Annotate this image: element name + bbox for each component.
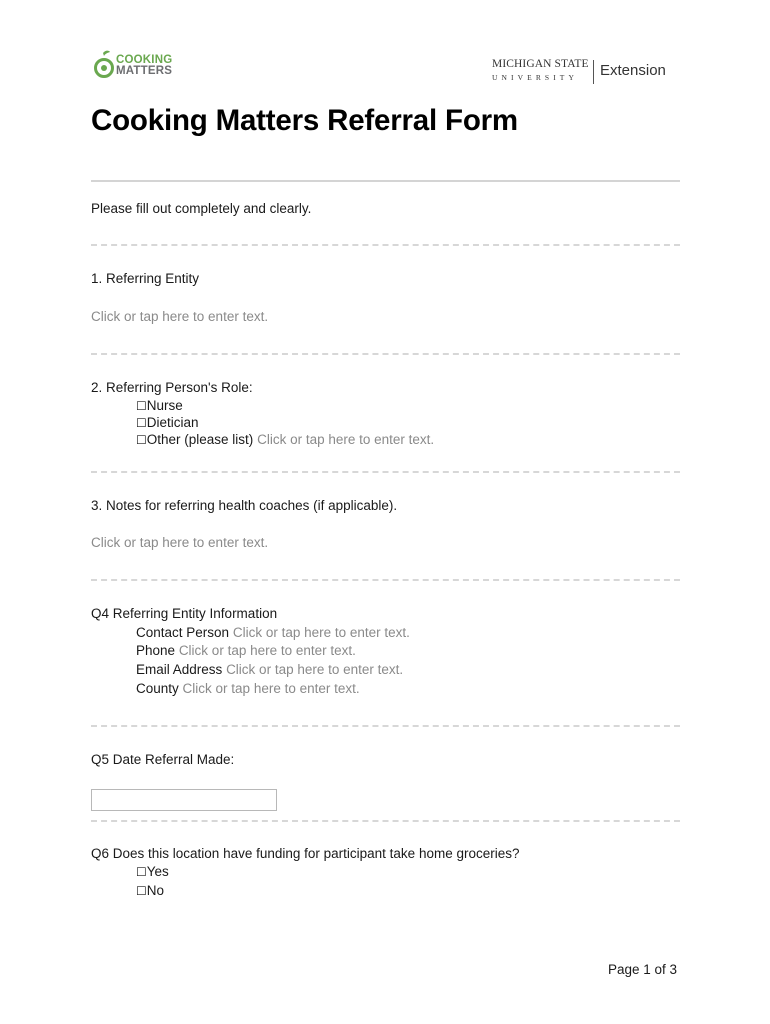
intro-text: Please fill out completely and clearly.	[91, 201, 312, 216]
checkbox[interactable]: ☐	[136, 433, 147, 447]
field-label: County	[136, 681, 179, 696]
section-divider	[91, 725, 680, 727]
msu-extension-word: Extension	[600, 62, 666, 79]
section-divider	[91, 244, 680, 246]
q2-label: 2. Referring Person's Role:	[91, 380, 253, 395]
field-label: Contact Person	[136, 625, 230, 640]
logo-divider	[593, 60, 594, 84]
checkbox[interactable]: ☐	[136, 865, 147, 879]
checkbox[interactable]: ☐	[136, 416, 147, 430]
q3-label: 3. Notes for referring health coaches (if applicable).	[91, 498, 398, 513]
apple-leaf-icon	[94, 50, 116, 80]
option-dietician[interactable]	[136, 415, 199, 430]
other-input[interactable]: Click or tap here to enter text.	[257, 432, 435, 447]
msu-name: MICHIGAN STATE	[492, 58, 589, 70]
option-yes[interactable]	[136, 864, 169, 879]
contact-person-row	[136, 625, 410, 640]
option-label: No	[146, 883, 165, 898]
option-label: Yes	[146, 864, 169, 879]
email-input[interactable]: Click or tap here to enter text.	[226, 662, 404, 677]
option-nurse[interactable]	[136, 398, 183, 413]
section-divider	[91, 579, 680, 581]
logo-line-1: COOKING	[116, 54, 173, 66]
date-input[interactable]	[91, 789, 277, 811]
section-divider	[91, 820, 680, 822]
checkbox[interactable]: ☐	[136, 884, 147, 898]
q6-label: Q6 Does this location have funding for participant take home groceries?	[91, 846, 520, 861]
phone-row	[136, 643, 356, 658]
msu-extension-logo	[492, 58, 672, 88]
section-divider	[91, 471, 680, 473]
phone-input[interactable]: Click or tap here to enter text.	[178, 643, 356, 658]
q5-label: Q5 Date Referral Made:	[91, 752, 235, 767]
msu-university: UNIVERSITY	[492, 73, 578, 82]
option-no[interactable]	[136, 883, 164, 898]
option-label: Nurse	[146, 398, 183, 413]
section-divider	[91, 353, 680, 355]
option-label: Dietician	[146, 415, 199, 430]
q4-label: Q4 Referring Entity Information	[91, 606, 278, 621]
page-title: Cooking Matters Referral Form	[91, 104, 518, 137]
email-row	[136, 662, 403, 677]
title-divider	[91, 180, 680, 182]
logo-line-2: MATTERS	[116, 65, 173, 77]
cooking-matters-logo	[94, 50, 184, 84]
q3-input[interactable]: Click or tap here to enter text.	[91, 535, 269, 550]
field-label: Email Address	[136, 662, 223, 677]
q1-input[interactable]: Click or tap here to enter text.	[91, 309, 269, 324]
contact-person-input[interactable]: Click or tap here to enter text.	[232, 625, 410, 640]
county-input[interactable]: Click or tap here to enter text.	[182, 681, 360, 696]
field-label: Phone	[136, 643, 176, 658]
county-row	[136, 681, 360, 696]
option-other[interactable]	[136, 432, 434, 447]
q1-label: 1. Referring Entity	[91, 271, 200, 286]
checkbox[interactable]: ☐	[136, 399, 147, 413]
option-label: Other (please list)	[146, 432, 254, 447]
page-number: Page 1 of 3	[608, 962, 678, 977]
